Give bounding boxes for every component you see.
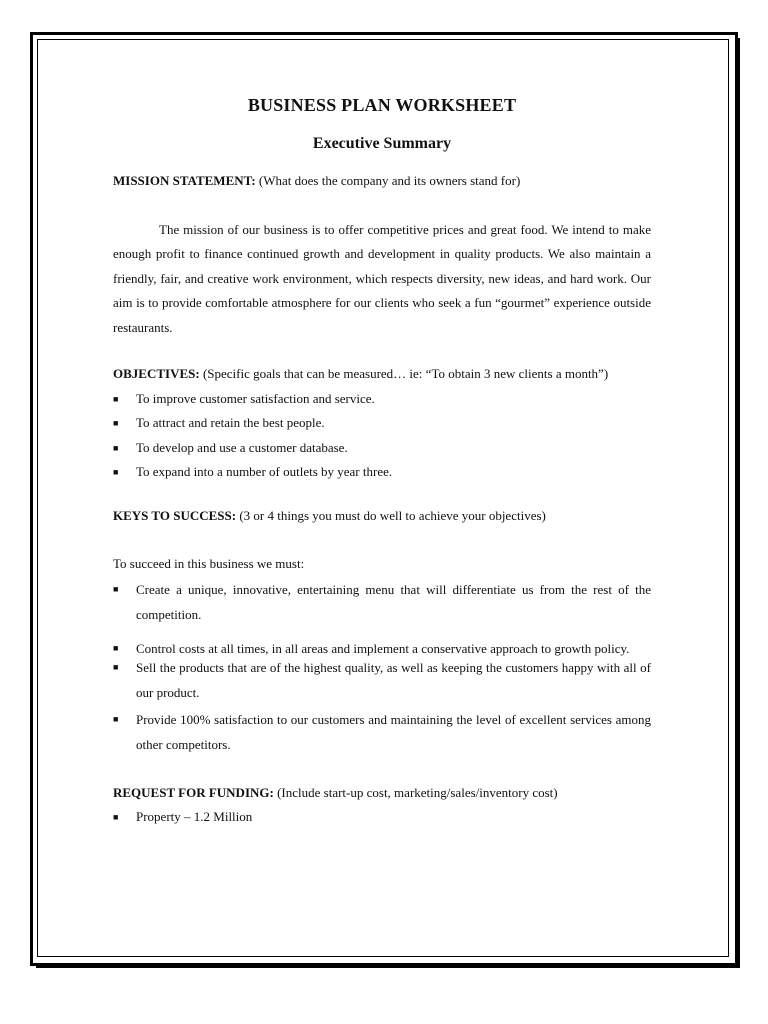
keys-heading [113, 504, 651, 529]
list-item-text: Provide 100% satisfaction to our customers and maintaining the level of excellent services among other competitors. [136, 711, 651, 752]
list-item [113, 460, 651, 485]
list-item-text: Control costs at all times, in all areas and implement a conservative approach to growth policy. [136, 640, 630, 656]
list-item-text: Property – 1.2 Million [136, 809, 253, 824]
bullet-icon: ■ [113, 442, 119, 453]
objectives-heading [113, 362, 651, 387]
keys-intro: To succeed in this business we must: [113, 556, 305, 571]
mission-body: The mission of our business is to offer competitive prices and great food. We intend to make enough profit to finance continued growth and development in quality products. We also maintain a friendly, fair, and creative work environment, which respects diversity, new ideas, and hard work. Our aim is to provide comfortable atmosphere for our clients who seek a fun “gourmet” experience outside restaurants. [113, 221, 651, 335]
keys-hint: (3 or 4 things you must do well to achieve your objectives) [236, 507, 546, 523]
list-item [113, 436, 651, 461]
bullet-icon: ■ [113, 642, 119, 653]
list-item-text: To develop and use a customer database. [136, 439, 348, 455]
mission-label: MISSION STATEMENT: [113, 173, 256, 188]
keys-label: KEYS TO SUCCESS: [113, 507, 237, 523]
funding-list [113, 805, 651, 830]
list-item [113, 805, 651, 830]
list-item-text: To improve customer satisfaction and service. [136, 390, 375, 406]
list-item-text: To expand into a number of outlets by year three. [136, 464, 393, 479]
keys-list [113, 577, 651, 757]
funding-hint: (Include start-up cost, marketing/sales/inventory cost) [273, 784, 558, 800]
bullet-icon: ■ [113, 418, 119, 428]
list-item [113, 655, 651, 705]
objectives-hint: (Specific goals that can be measured… ie: “To obtain 3 new clients a month”) [199, 366, 609, 381]
objectives-list [113, 387, 651, 485]
document-body [113, 92, 651, 830]
list-item-text: Create a unique, innovative, entertaining menu that will differentiate us from the rest of the competition. [136, 581, 651, 622]
list-item-text: Sell the products that are of the highest quality, as well as keeping the customers happy with all of our product. [136, 659, 651, 700]
bullet-icon: ■ [113, 467, 119, 477]
list-item [113, 577, 651, 627]
list-item [113, 411, 651, 436]
bullet-icon: ■ [113, 393, 119, 404]
list-item [113, 707, 651, 757]
bullet-icon: ■ [113, 713, 119, 724]
page-border-shadow-bottom [36, 963, 740, 968]
bullet-icon: ■ [113, 812, 119, 822]
page-border-shadow-right [735, 38, 740, 966]
document-title: BUSINESS PLAN WORKSHEET [247, 95, 517, 115]
bullet-icon: ■ [113, 661, 119, 672]
mission-heading [113, 169, 651, 194]
objectives-label: OBJECTIVES: [113, 366, 200, 381]
list-item [113, 387, 651, 412]
funding-heading [113, 781, 651, 806]
mission-hint: (What does the company and its owners stand for) [255, 173, 521, 188]
bullet-icon: ■ [113, 583, 119, 594]
document-subtitle: Executive Summary [312, 135, 452, 152]
funding-label: REQUEST FOR FUNDING: [113, 784, 274, 800]
list-item-text: To attract and retain the best people. [136, 415, 325, 430]
